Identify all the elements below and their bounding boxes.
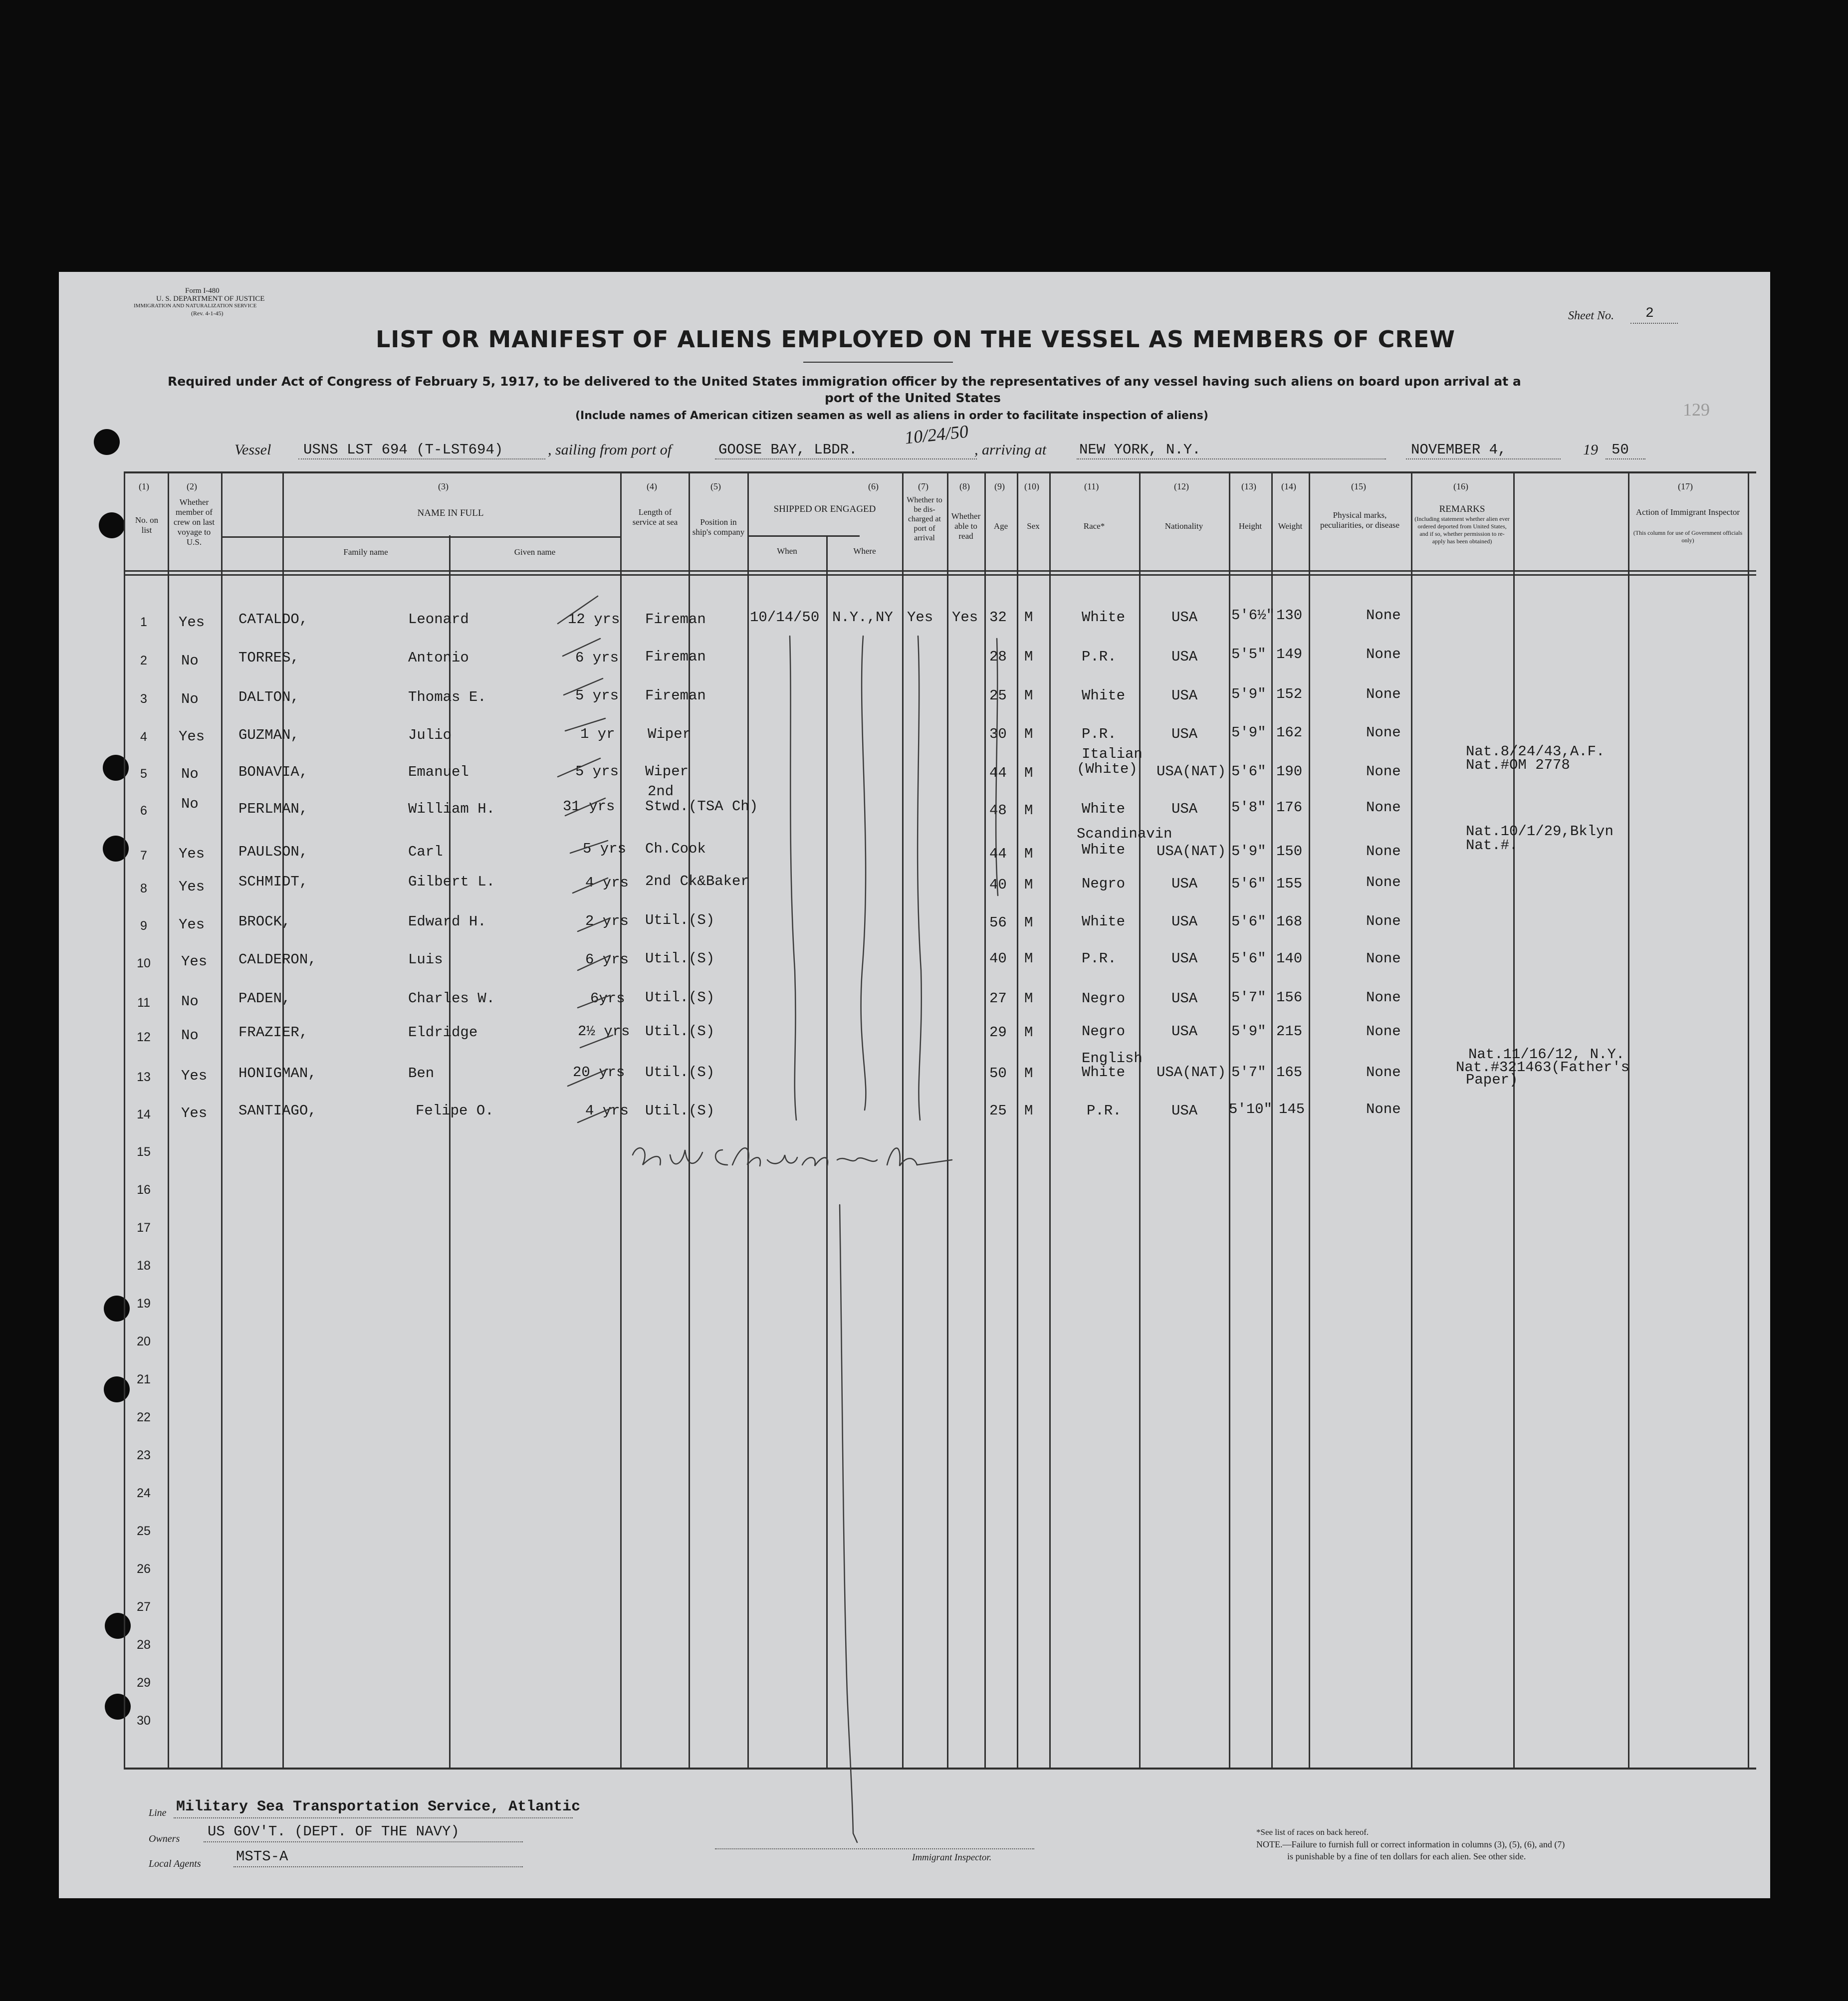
family-name: PADEN, — [238, 990, 291, 1007]
page-title: LIST OR MANIFEST OF ALIENS EMPLOYED ON THE VESSEL AS MEMBERS OF CREW — [376, 326, 1456, 353]
nationality: USA — [1171, 913, 1198, 930]
position: Util.(S) — [645, 950, 715, 967]
race: Negro — [1082, 876, 1126, 892]
col-17-header: Action of Immigrant Inspector — [1635, 507, 1740, 517]
col-9-number: (9) — [994, 481, 1005, 491]
physical-marks: None — [1366, 646, 1401, 663]
height: 5'9" — [1231, 1023, 1266, 1040]
nationality: USA — [1171, 726, 1198, 742]
service-length: 12 yrs — [568, 611, 620, 628]
service-length: 5 yrs — [583, 841, 627, 857]
service-length: 20 yrs — [573, 1064, 625, 1081]
row-number: 10 — [137, 956, 151, 970]
previous-voyage: No — [181, 653, 199, 669]
page-stamp-number: 129 — [1683, 400, 1710, 420]
col-13-number: (13) — [1241, 481, 1256, 491]
nationality: USA — [1171, 950, 1198, 967]
given-name: Eldridge — [408, 1024, 478, 1041]
col-3-family-header: Family name — [343, 547, 388, 557]
col-16-number: (16) — [1453, 481, 1468, 491]
age: 29 — [989, 1024, 1007, 1041]
race: White — [1082, 687, 1126, 704]
age: 40 — [989, 877, 1007, 893]
nationality: USA — [1171, 687, 1198, 704]
row-number: 6 — [140, 804, 147, 818]
col-4-number: (4) — [647, 481, 657, 491]
race: (White) — [1077, 761, 1138, 777]
sex: M — [1024, 914, 1033, 931]
family-name: CALDERON, — [238, 951, 317, 968]
weight: 152 — [1276, 686, 1303, 702]
handwritten-date: 10/24/50 — [904, 421, 969, 448]
row-number: 23 — [137, 1448, 151, 1462]
row-number: 19 — [137, 1297, 151, 1311]
weight: 190 — [1276, 763, 1303, 780]
race: White — [1082, 801, 1126, 817]
weight: 150 — [1276, 843, 1303, 860]
subtitle-port: port of the United States — [825, 391, 1001, 405]
row-number: 12 — [137, 1030, 151, 1044]
remarks: Nat.#OM 2778 — [1466, 757, 1570, 773]
sex: M — [1024, 1024, 1033, 1041]
race: White — [1082, 842, 1126, 858]
sex: M — [1024, 990, 1033, 1007]
height: 5'10" — [1229, 1101, 1273, 1117]
arrival-date: NOVEMBER 4, — [1411, 442, 1507, 458]
row-number: 20 — [137, 1334, 151, 1348]
age: 27 — [989, 990, 1007, 1007]
row-number: 11 — [137, 996, 150, 1010]
weight: 165 — [1276, 1064, 1303, 1081]
height: 5'6" — [1231, 913, 1266, 930]
col-13-header: Height — [1238, 521, 1262, 531]
service-length: 1 yr — [580, 726, 615, 742]
physical-marks: None — [1366, 724, 1401, 741]
penalty-note: NOTE.—Failure to furnish full or correct information in columns (3), (5), (6), and (7) — [1256, 1839, 1565, 1849]
weight: 168 — [1276, 913, 1303, 930]
given-name: Felipe O. — [416, 1103, 494, 1119]
row-number: 21 — [137, 1372, 151, 1386]
given-name: Luis — [408, 951, 443, 968]
sex: M — [1024, 765, 1033, 781]
remarks: Nat.10/1/29,Bklyn — [1466, 823, 1614, 840]
race: Negro — [1082, 990, 1126, 1007]
position: Fireman — [645, 611, 706, 628]
port-to: NEW YORK, N.Y. — [1079, 442, 1201, 458]
previous-voyage: Yes — [181, 1105, 208, 1121]
previous-voyage: Yes — [179, 846, 205, 862]
service-length: 2 yrs — [585, 913, 629, 929]
manifest-sheet — [59, 272, 1770, 1898]
position: Fireman — [645, 687, 706, 704]
age: 25 — [989, 687, 1007, 704]
physical-marks: None — [1366, 950, 1401, 967]
year-prefix: 19 — [1583, 442, 1598, 458]
vessel-label: Vessel — [234, 442, 271, 458]
col-12-header: Nationality — [1164, 521, 1203, 531]
sex: M — [1024, 609, 1033, 626]
race-origin: Scandinavin — [1077, 826, 1172, 842]
row-number: 7 — [140, 849, 147, 863]
weight: 215 — [1276, 1023, 1303, 1040]
family-name: PAULSON, — [238, 844, 308, 860]
race: White — [1082, 913, 1126, 930]
family-name: BONAVIA, — [238, 764, 308, 780]
discharged: Yes — [907, 609, 933, 626]
previous-voyage: No — [181, 796, 199, 812]
row-number: 13 — [137, 1070, 151, 1084]
form-revision: (Rev. 4-1-45) — [191, 310, 224, 317]
row-number: 14 — [137, 1108, 151, 1121]
col-15-header: Physical marks, peculiarities, or disease — [1320, 510, 1400, 530]
row-number: 1 — [140, 615, 147, 629]
family-name: SCHMIDT, — [238, 874, 308, 890]
physical-marks: None — [1366, 799, 1401, 816]
col-8-number: (8) — [959, 481, 970, 491]
position: Fireman — [645, 649, 706, 665]
family-name: TORRES, — [238, 650, 299, 666]
position: Util.(S) — [645, 912, 715, 928]
previous-voyage: No — [181, 766, 199, 782]
row-number: 5 — [140, 767, 147, 781]
row-number: 29 — [137, 1676, 151, 1690]
height: 5'8" — [1231, 799, 1266, 816]
given-name: Julio — [408, 727, 452, 743]
race-origin: Italian — [1082, 746, 1143, 762]
inspector-label: Immigrant Inspector. — [912, 1852, 992, 1863]
given-name: Emanuel — [408, 764, 469, 780]
row-number: 3 — [140, 692, 147, 706]
position: 2nd Ck&Baker — [645, 873, 749, 889]
sex: M — [1024, 649, 1033, 665]
race: P.R. — [1082, 726, 1117, 742]
col-3-header: NAME IN FULL — [417, 508, 484, 518]
physical-marks: None — [1366, 874, 1401, 890]
col-9-header: Age — [993, 521, 1008, 531]
race: White — [1082, 1064, 1126, 1081]
race: P.R. — [1082, 649, 1117, 665]
col-6-number: (6) — [868, 481, 879, 491]
service-length: 31 yrs — [563, 798, 615, 815]
previous-voyage: No — [181, 1027, 199, 1044]
col-2-number: (2) — [187, 481, 197, 491]
col-10-header: Sex — [1027, 521, 1040, 531]
previous-voyage: Yes — [179, 614, 205, 631]
nationality: USA — [1171, 876, 1198, 892]
height: 5'9" — [1231, 843, 1266, 860]
position: Util.(S) — [645, 1023, 715, 1040]
col-2-header: Whether member of crew on last voyage to U.S. — [173, 497, 215, 547]
sailing-label: , sailing from port of — [548, 442, 672, 458]
inspector-signature — [633, 1177, 712, 1188]
col-3-number: (3) — [438, 481, 449, 491]
vessel-name: USNS LST 694 (T-LST694) — [303, 442, 503, 458]
row-number: 30 — [137, 1714, 151, 1728]
owners-value: US GOV'T. (DEPT. OF THE NAVY) — [208, 1823, 460, 1840]
position: Util.(S) — [645, 989, 715, 1006]
previous-voyage: Yes — [179, 728, 205, 745]
sex: M — [1024, 877, 1033, 893]
sex: M — [1024, 687, 1033, 704]
physical-marks: None — [1366, 763, 1401, 780]
subtitle-act: Required under Act of Congress of February 5, 1917, to be delivered to the United States immigration officer by the representatives of any vessel having such aliens on board upon arrival at a — [168, 374, 1521, 389]
service-length: 6 yrs — [575, 650, 619, 666]
col-7-number: (7) — [918, 481, 928, 491]
age: 44 — [989, 765, 1007, 781]
col-6-where-header: Where — [853, 546, 876, 556]
previous-voyage: Yes — [179, 879, 205, 895]
col-16-subheader: (Including statement whether alien ever ordered deported from United States, and if so, whether permission to re-apply has been obtained) — [1414, 515, 1510, 545]
col-15-number: (15) — [1351, 481, 1366, 491]
service-length: 6yrs — [590, 990, 625, 1007]
col-8-header: Whether able to read — [951, 511, 981, 541]
line-value: Military Sea Transportation Service, Atlantic — [176, 1798, 581, 1815]
previous-voyage: Yes — [179, 916, 205, 933]
port-from: GOOSE BAY, LBDR. — [718, 442, 858, 458]
col-14-header: Weight — [1278, 521, 1303, 531]
service-length: 4 yrs — [585, 875, 629, 891]
weight: 176 — [1276, 799, 1303, 816]
col-5-header: Position in ship's company — [692, 517, 745, 537]
service-length: 2½ yrs — [578, 1023, 630, 1040]
given-name: Charles W. — [408, 990, 495, 1007]
races-note: *See list of races on back hereof. — [1256, 1827, 1369, 1837]
family-name: CATALDO, — [238, 611, 308, 628]
col-10-number: (10) — [1024, 481, 1039, 491]
penalty-note-cont: is punishable by a fine of ten dollars for each alien. See other side. — [1287, 1851, 1526, 1861]
age: 30 — [989, 726, 1007, 742]
service-length: 5 yrs — [575, 687, 619, 704]
given-name: Carl — [408, 844, 443, 860]
form-number: Form I-480 — [185, 287, 220, 295]
nationality: USA — [1171, 649, 1198, 665]
sex: M — [1024, 802, 1033, 819]
remarks: Nat.11/16/12, N.Y. — [1468, 1046, 1625, 1063]
age: 44 — [989, 846, 1007, 862]
height: 5'9" — [1231, 686, 1266, 702]
col-3-given-header: Given name — [514, 547, 556, 557]
able-to-read: Yes — [952, 609, 978, 626]
col-4-header: Length of service at sea — [632, 507, 678, 527]
sex: M — [1024, 726, 1033, 742]
race: P.R. — [1082, 950, 1117, 967]
nationality: USA(NAT) — [1156, 763, 1226, 780]
remarks: Nat.#321463(Father's — [1456, 1059, 1630, 1076]
row-number: 28 — [137, 1638, 151, 1652]
row-number: 26 — [137, 1562, 151, 1576]
given-name: Ben — [408, 1065, 435, 1082]
col-1-number: (1) — [139, 481, 149, 491]
family-name: FRAZIER, — [238, 1024, 308, 1041]
col-7-header: Whether to be dis-charged at port of arrival — [907, 496, 942, 542]
sex: M — [1024, 950, 1033, 967]
form-service: IMMIGRATION AND NATURALIZATION SERVICE — [134, 303, 257, 309]
remarks: Nat.#. — [1466, 837, 1518, 854]
physical-marks: None — [1366, 989, 1401, 1006]
service-length: 5 yrs — [575, 763, 619, 780]
row-number: 22 — [137, 1410, 151, 1424]
row-number: 25 — [137, 1524, 151, 1538]
remarks: Nat.8/24/43,A.F. — [1466, 743, 1605, 760]
col-6-when-header: When — [777, 546, 797, 556]
given-name: Leonard — [408, 611, 469, 628]
col-17-number: (17) — [1678, 481, 1693, 491]
family-name: SANTIAGO, — [238, 1103, 317, 1119]
arriving-label: , arriving at — [974, 442, 1047, 458]
physical-marks: None — [1366, 1023, 1401, 1040]
weight: 140 — [1276, 950, 1303, 967]
position: Wiper — [645, 763, 689, 780]
subtitle-instruction: (Include names of American citizen seamen as well as aliens in order to facilitate inspection of aliens) — [575, 410, 1208, 422]
previous-voyage: Yes — [181, 1068, 208, 1084]
weight: 155 — [1276, 876, 1303, 892]
weight: 149 — [1276, 646, 1303, 663]
given-name: Gilbert L. — [408, 874, 495, 890]
previous-voyage: No — [181, 993, 199, 1010]
age: 50 — [989, 1065, 1007, 1082]
sex: M — [1024, 1103, 1033, 1119]
physical-marks: None — [1366, 607, 1401, 624]
col-11-header: Race* — [1083, 521, 1105, 531]
race: Negro — [1082, 1023, 1126, 1040]
nationality: USA(NAT) — [1156, 843, 1226, 860]
given-name: Edward H. — [408, 913, 486, 930]
row-number: 24 — [137, 1486, 151, 1500]
position-rank: 2nd — [648, 783, 674, 800]
col-12-number: (12) — [1174, 481, 1189, 491]
position: Ch.Cook — [645, 841, 706, 857]
service-length: 6 yrs — [585, 951, 629, 968]
physical-marks: None — [1366, 1101, 1401, 1117]
weight: 145 — [1279, 1101, 1305, 1117]
nationality: USA — [1171, 801, 1198, 817]
position: Util.(S) — [645, 1103, 715, 1119]
given-name: Antonio — [408, 650, 469, 666]
nationality: USA — [1171, 609, 1198, 626]
age: 56 — [989, 914, 1007, 931]
handwritten-marks — [59, 272, 1770, 1898]
shipped-when: 10/14/50 — [750, 609, 820, 626]
height: 5'6½" — [1231, 607, 1275, 624]
height: 5'9" — [1231, 724, 1266, 741]
family-name: BROCK, — [238, 913, 291, 930]
race: White — [1082, 609, 1126, 626]
row-number: 4 — [140, 730, 147, 744]
height: 5'7" — [1231, 1064, 1266, 1081]
row-number: 18 — [137, 1259, 151, 1273]
col-17-subheader: (This column for use of Government officials only) — [1633, 529, 1743, 544]
shipped-where: N.Y.,NY — [832, 609, 893, 626]
col-1-header: No. on list — [135, 515, 159, 535]
sex: M — [1024, 1065, 1033, 1082]
position: Stwd.(TSA Ch) — [645, 798, 758, 815]
race: P.R. — [1087, 1103, 1122, 1119]
owners-label: Owners — [149, 1833, 180, 1844]
height: 5'6" — [1231, 763, 1266, 780]
family-name: PERLMAN, — [238, 801, 308, 817]
agents-label: Local Agents — [149, 1858, 201, 1869]
row-number: 17 — [137, 1221, 151, 1235]
position: Wiper — [648, 726, 692, 742]
nationality: USA — [1171, 990, 1198, 1007]
race-origin: English — [1082, 1050, 1143, 1067]
age: 32 — [989, 609, 1007, 626]
col-16-header: REMARKS — [1439, 504, 1485, 514]
nationality: USA — [1171, 1023, 1198, 1040]
height: 5'6" — [1231, 876, 1266, 892]
row-number: 9 — [140, 919, 147, 933]
family-name: HONIGMAN, — [238, 1065, 317, 1082]
position: Util.(S) — [645, 1064, 715, 1081]
weight: 156 — [1276, 989, 1303, 1006]
line-label: Line — [149, 1807, 167, 1818]
form-department: U. S. DEPARTMENT OF JUSTICE — [156, 295, 265, 303]
row-number: 27 — [137, 1600, 151, 1614]
family-name: DALTON, — [238, 689, 299, 705]
sex: M — [1024, 846, 1033, 862]
agents-value: MSTS-A — [236, 1848, 288, 1865]
family-name: GUZMAN, — [238, 727, 299, 743]
col-11-number: (11) — [1084, 481, 1099, 491]
remarks: Paper) — [1466, 1072, 1518, 1088]
row-number: 8 — [140, 882, 147, 895]
given-name: Thomas E. — [408, 689, 486, 705]
given-name: William H. — [408, 801, 495, 817]
col-5-number: (5) — [710, 481, 721, 491]
physical-marks: None — [1366, 913, 1401, 929]
previous-voyage: No — [181, 691, 199, 707]
arrival-year: 50 — [1612, 442, 1629, 458]
height: 5'5" — [1231, 646, 1266, 663]
row-number: 15 — [137, 1145, 151, 1159]
age: 40 — [989, 950, 1007, 967]
row-number: 16 — [137, 1183, 151, 1197]
nationality: USA(NAT) — [1156, 1064, 1226, 1081]
physical-marks: None — [1366, 843, 1401, 860]
age: 48 — [989, 802, 1007, 819]
height: 5'6" — [1231, 950, 1266, 967]
previous-voyage: Yes — [181, 953, 208, 970]
service-length: 4 yrs — [585, 1103, 629, 1119]
age: 28 — [989, 649, 1007, 665]
weight: 162 — [1276, 724, 1303, 741]
col-14-number: (14) — [1281, 481, 1296, 491]
physical-marks: None — [1366, 1064, 1401, 1081]
row-number: 2 — [140, 654, 147, 667]
physical-marks: None — [1366, 686, 1401, 702]
age: 25 — [989, 1103, 1007, 1119]
height: 5'7" — [1231, 989, 1266, 1006]
sheet-number: 2 — [1645, 306, 1654, 321]
sheet-label: Sheet No. — [1568, 309, 1614, 322]
nationality: USA — [1171, 1103, 1198, 1119]
weight: 130 — [1276, 607, 1303, 624]
col-6-header: SHIPPED OR ENGAGED — [773, 504, 876, 514]
